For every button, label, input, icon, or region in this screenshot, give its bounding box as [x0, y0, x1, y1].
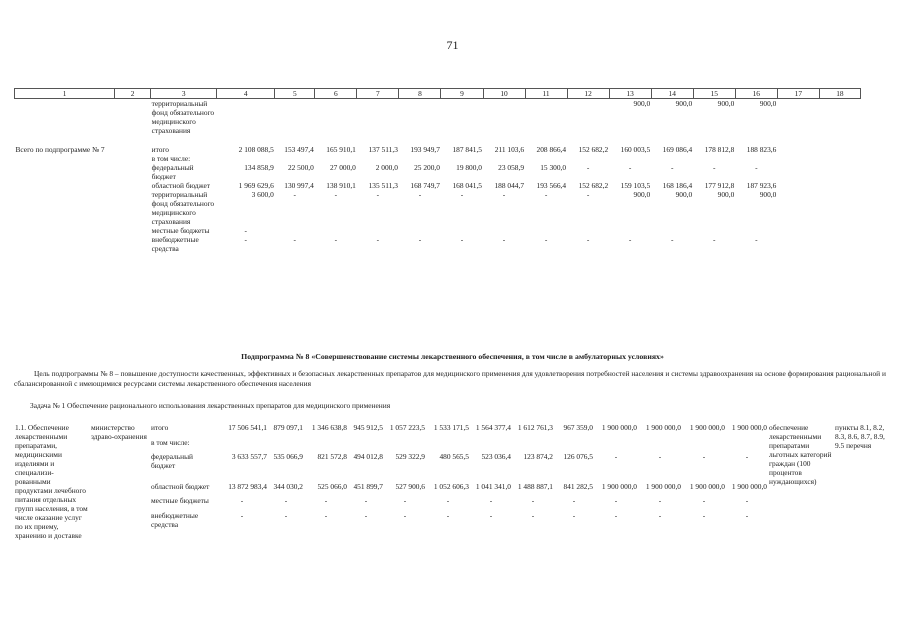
column-number: 18	[819, 89, 860, 99]
amount-cell: -	[403, 496, 407, 506]
table-row	[14, 423, 886, 438]
amount-cell: 1 900 000,0	[645, 481, 681, 491]
amount-cell	[525, 99, 567, 136]
funding-source: федеральный бюджет	[151, 452, 193, 471]
amount-cell: 900,0	[675, 190, 693, 199]
amount-cell: -	[489, 496, 493, 506]
amount-cell: 1 612 761,3	[517, 423, 553, 432]
amount-cell	[315, 226, 357, 235]
column-number: 13	[609, 89, 651, 99]
amount-cell: -	[544, 190, 548, 199]
column-number: 14	[651, 89, 693, 99]
amount-cell: 344 030,2	[273, 481, 303, 491]
amount-cell	[567, 226, 609, 235]
amount-cell: 527 900,6	[395, 481, 425, 491]
spacer-row	[15, 135, 861, 145]
amount-cell: 193 566,4	[536, 181, 567, 190]
amount-cell	[638, 438, 682, 453]
amount-cell: -	[334, 235, 338, 244]
amount-cell: 211 103,6	[494, 145, 525, 154]
amount-cell	[357, 226, 399, 235]
empty-cell	[777, 99, 819, 136]
page-number: 71	[446, 38, 459, 52]
column-number-row	[15, 89, 861, 99]
amount-cell: -	[745, 496, 749, 506]
amount-cell	[348, 438, 384, 453]
amount-cell: 879 097,1	[273, 423, 303, 432]
amount-cell: 15 300,0	[540, 163, 567, 172]
amount-cell: -	[702, 452, 706, 462]
amount-cell: 137 511,3	[368, 145, 398, 154]
amount-cell: -	[658, 510, 662, 520]
indicator: обеспечение лекарственными препаратами льготных категорий граждан (100 процентов нуждающихся)	[769, 423, 832, 486]
amount-cell: -	[670, 163, 674, 172]
amount-cell: 168 186,4	[662, 181, 693, 190]
amount-cell	[441, 154, 483, 163]
amount-cell	[567, 154, 609, 163]
amount-cell: -	[572, 496, 576, 506]
amount-cell: 138 910,1	[326, 181, 356, 190]
table-row	[15, 99, 861, 136]
measure-name: 1.1. Обеспечение лекарственными препаратами, медицинскими изделиями и специализи-рованными продуктами лечебного питания отдельных групп населения, в том числе оказание услуг по их приему, хранению и доставке	[15, 423, 88, 540]
amount-cell: 19 800,0	[456, 163, 482, 172]
amount-cell: -	[502, 235, 506, 244]
amount-cell	[554, 438, 594, 453]
amount-cell: -	[240, 510, 244, 520]
amount-cell	[315, 99, 357, 136]
amount-cell: 168 041,5	[452, 181, 482, 190]
empty-cell	[819, 99, 860, 136]
subprogram-title: Подпрограмма № 8 «Совершенствование системы лекарственного обеспечения, в том числе в амбулаторных условиях»	[241, 352, 664, 361]
amount-cell: 1 900 000,0	[645, 423, 681, 432]
amount-cell: -	[713, 235, 716, 244]
amount-cell: -	[284, 510, 288, 520]
amount-cell: 1 057 223,5	[389, 423, 425, 432]
amount-cell: 1 533 171,5	[433, 423, 469, 432]
amount-cell	[470, 438, 512, 453]
amount-cell: -	[446, 510, 450, 520]
amount-cell: 169 086,4	[662, 145, 693, 154]
amount-cell: 22 500,0	[287, 163, 314, 172]
amount-cell	[693, 226, 735, 235]
block-label: Всего по подпрограмме № 7	[15, 145, 105, 154]
empty-cell	[777, 226, 819, 235]
amount-cell: -	[334, 190, 338, 199]
amount-cell: -	[614, 452, 618, 462]
column-number: 12	[567, 89, 609, 99]
amount-cell: -	[293, 190, 297, 199]
amount-cell: 945 912,5	[353, 423, 383, 432]
amount-cell	[567, 99, 609, 136]
amount-cell: 1 488 887,1	[517, 481, 553, 491]
amount-cell: -	[364, 510, 368, 520]
amount-cell	[735, 154, 777, 163]
amount-cell: 529 322,9	[395, 452, 425, 462]
column-number: 5	[275, 89, 315, 99]
amount-cell: 187 923,6	[746, 181, 777, 190]
amount-cell: 900,0	[717, 190, 735, 199]
amount-cell: 130 997,4	[284, 181, 314, 190]
empty-cell	[819, 190, 860, 226]
amount-cell: -	[614, 510, 618, 520]
amount-cell: 1 900 000,0	[689, 423, 725, 432]
empty-cell	[115, 99, 151, 136]
amount-cell	[651, 226, 693, 235]
column-number: 10	[483, 89, 525, 99]
amount-cell	[384, 438, 426, 453]
amount-cell	[315, 154, 357, 163]
amount-cell: -	[460, 190, 464, 199]
amount-cell	[426, 438, 470, 453]
column-number: 16	[735, 89, 777, 99]
amount-cell: 178 812,8	[704, 145, 735, 154]
amount-cell: 165 910,1	[326, 145, 356, 154]
amount-cell: -	[586, 163, 590, 172]
funding-source: в том числе:	[151, 154, 191, 163]
amount-cell: 900,0	[633, 190, 651, 199]
empty-cell	[15, 99, 115, 136]
amount-cell	[217, 154, 275, 163]
amount-cell: -	[244, 226, 247, 235]
amount-cell	[693, 154, 735, 163]
amount-cell: -	[658, 452, 662, 462]
amount-cell: -	[376, 190, 380, 199]
amount-cell: -	[446, 496, 450, 506]
spacer-cell	[15, 135, 115, 145]
amount-cell	[483, 99, 525, 136]
amount-cell: 152 682,2	[578, 145, 609, 154]
amount-cell: -	[502, 190, 506, 199]
amount-cell: -	[745, 452, 749, 462]
amount-cell: 188 044,7	[494, 181, 525, 190]
amount-cell: 1 052 606,3	[433, 481, 469, 491]
amount-cell: -	[324, 510, 328, 520]
funding-source: внебюджетные средства	[151, 235, 199, 253]
amount-cell: -	[572, 510, 576, 520]
column-number: 2	[115, 89, 151, 99]
amount-cell	[441, 226, 483, 235]
amount-cell: -	[460, 235, 464, 244]
column-number: 9	[441, 89, 483, 99]
column-number: 15	[693, 89, 735, 99]
amount-cell: 821 572,8	[317, 452, 347, 462]
amount-cell: 208 866,4	[536, 145, 567, 154]
amount-cell	[357, 154, 399, 163]
funding-source: областной бюджет	[151, 481, 210, 491]
amount-cell: 2 108 088,5	[238, 145, 274, 154]
column-number: 7	[357, 89, 399, 99]
amount-cell: 523 036,4	[481, 452, 511, 462]
column-number: 3	[151, 89, 217, 99]
amount-cell: -	[324, 496, 328, 506]
amount-cell: 153 497,4	[284, 145, 314, 154]
amount-cell: -	[293, 235, 297, 244]
amount-cell	[594, 438, 638, 453]
empty-cell	[777, 163, 819, 181]
funding-source: территориальный фонд обязательного медицинского страхования	[151, 190, 215, 226]
amount-cell: 123 874,2	[523, 452, 553, 462]
amount-cell: 1 041 341,0	[475, 481, 511, 491]
funding-source: областной бюджет	[151, 181, 211, 190]
amount-cell	[275, 99, 315, 136]
amount-cell: 1 900 000,0	[601, 423, 637, 432]
funding-source: территориальный фонд обязательного медицинского страхования	[151, 99, 215, 135]
amount-cell: 3 600,0	[251, 190, 274, 199]
amount-cell: 23 058,9	[498, 163, 525, 172]
column-number: 11	[525, 89, 567, 99]
funding-source: итого	[151, 145, 169, 154]
amount-cell: 159 103,5	[620, 181, 651, 190]
empty-cell	[819, 163, 860, 181]
amount-cell	[399, 226, 441, 235]
amount-cell	[268, 438, 304, 453]
amount-cell	[682, 438, 726, 453]
funding-source: внебюджетные средства	[151, 510, 199, 529]
amount-cell	[399, 154, 441, 163]
empty-cell	[115, 145, 151, 253]
amount-cell: -	[586, 190, 590, 199]
amount-cell: -	[489, 510, 493, 520]
empty-cell	[819, 181, 860, 190]
amount-cell: 177 912,8	[704, 181, 735, 190]
amount-cell	[525, 154, 567, 163]
amount-cell: -	[544, 235, 548, 244]
amount-cell: 841 282,5	[563, 481, 593, 491]
amount-cell	[399, 99, 441, 136]
amount-cell: -	[628, 163, 632, 172]
amount-cell: -	[586, 235, 590, 244]
amount-cell: 900,0	[675, 99, 693, 108]
amount-cell	[304, 438, 348, 453]
amount-cell: -	[364, 496, 368, 506]
empty-cell	[777, 181, 819, 190]
amount-cell: 535 066,9	[273, 452, 303, 462]
column-number: 17	[777, 89, 819, 99]
amount-cell: 135 511,3	[368, 181, 398, 190]
amount-cell: 900,0	[717, 99, 735, 108]
amount-cell: -	[755, 235, 758, 244]
amount-cell: 451 899,7	[353, 481, 383, 491]
amount-cell	[357, 99, 399, 136]
empty-cell	[819, 235, 860, 253]
amount-cell	[525, 226, 567, 235]
amount-cell: 2 000,0	[375, 163, 398, 172]
empty-cell	[819, 154, 860, 163]
amount-cell: -	[531, 496, 535, 506]
amount-cell: 1 969 629,6	[238, 181, 274, 190]
amount-cell: 3 633 557,7	[231, 452, 267, 462]
amount-cell: -	[702, 496, 706, 506]
column-number: 8	[399, 89, 441, 99]
amount-cell: 168 749,7	[410, 181, 440, 190]
amount-cell: 27 000,0	[329, 163, 356, 172]
funding-source: в том числе:	[151, 437, 190, 447]
funding-source: федеральный бюджет	[151, 163, 194, 181]
amount-cell: -	[702, 510, 706, 520]
amount-cell: -	[376, 235, 380, 244]
empty-cell	[819, 226, 860, 235]
amount-cell: 900,0	[633, 99, 651, 108]
amount-cell	[275, 226, 315, 235]
amount-cell: 25 200,0	[414, 163, 440, 172]
amount-cell: -	[628, 235, 632, 244]
amount-cell: 494 012,8	[353, 452, 383, 462]
amount-cell: 134 858,9	[244, 163, 274, 172]
column-number: 4	[217, 89, 275, 99]
amount-cell: 900,0	[759, 190, 777, 199]
amount-cell: 1 564 377,4	[475, 423, 511, 432]
amount-cell: 188 823,6	[746, 145, 777, 154]
column-number: 6	[315, 89, 357, 99]
amount-cell	[651, 154, 693, 163]
amount-cell: -	[531, 510, 535, 520]
amount-cell: -	[244, 235, 247, 244]
amount-cell	[216, 438, 268, 453]
amount-cell: 480 565,5	[439, 452, 469, 462]
amount-cell: 525 066,0	[317, 481, 347, 491]
table-row	[15, 145, 861, 154]
empty-cell	[819, 145, 860, 154]
amount-cell: 193 949,7	[410, 145, 440, 154]
measure-table	[14, 423, 886, 540]
empty-cell	[217, 99, 275, 136]
amount-cell: 126 076,5	[563, 452, 593, 462]
amount-cell: 152 682,2	[578, 181, 609, 190]
amount-cell	[609, 226, 651, 235]
amount-cell	[609, 154, 651, 163]
list-points: пункты 8.1, 8.2, 8.3, 8.6, 8.7, 8.9, 9.5 перечня	[835, 423, 885, 450]
amount-cell	[726, 438, 768, 453]
amount-cell: 160 003,5	[620, 145, 651, 154]
amount-cell	[735, 226, 777, 235]
executor: министерство здраво-охранения	[91, 423, 147, 441]
amount-cell: -	[418, 235, 422, 244]
amount-cell: 13 872 983,4	[228, 481, 267, 491]
column-number: 1	[15, 89, 115, 99]
amount-cell: -	[614, 496, 618, 506]
amount-cell: -	[755, 163, 758, 172]
funding-source: итого	[151, 423, 169, 432]
amount-cell: -	[745, 510, 749, 520]
amount-cell: 1 900 000,0	[689, 481, 725, 491]
amount-cell	[275, 154, 315, 163]
amount-cell: 967 359,0	[563, 423, 593, 432]
amount-cell: -	[670, 235, 674, 244]
amount-cell: 187 841,5	[452, 145, 482, 154]
amount-cell: 1 900 000,0	[601, 481, 637, 491]
amount-cell	[483, 154, 525, 163]
amount-cell: 1 900 000,0	[731, 423, 767, 432]
amount-cell: -	[713, 163, 716, 172]
empty-cell	[777, 145, 819, 154]
amount-cell	[441, 99, 483, 136]
amount-cell: -	[403, 510, 407, 520]
amount-cell: 1 346 638,8	[311, 423, 347, 432]
amount-cell: 900,0	[759, 99, 777, 108]
amount-cell: -	[284, 496, 288, 506]
funding-source: местные бюджеты	[151, 496, 209, 506]
amount-cell: -	[240, 496, 244, 506]
empty-cell	[777, 235, 819, 253]
amount-cell	[512, 438, 554, 453]
amount-cell: 17 506 541,1	[228, 423, 267, 432]
empty-cell	[777, 154, 819, 163]
task-text: Задача № 1 Обеспечение рационального использования лекарственных препаратов для медицинского применения	[30, 401, 391, 410]
amount-cell: 1 900 000,0	[731, 481, 767, 491]
funding-source: местные бюджеты	[151, 226, 210, 235]
amount-cell: -	[658, 496, 662, 506]
amount-cell	[483, 226, 525, 235]
goal-text: Цель подпрограммы № 8 – повышение доступности качественных, эффективных и безопасных лекарственных препаратов для медицинского применения для удовлетворения потребностей населения и системы здравоохранения на основе формирования рациональной и сбалансированной с имеющимися ресурсами системы лекарственного обеспечения населения	[14, 369, 886, 388]
amount-cell: -	[418, 190, 422, 199]
empty-cell	[777, 190, 819, 226]
budget-table	[14, 88, 861, 253]
